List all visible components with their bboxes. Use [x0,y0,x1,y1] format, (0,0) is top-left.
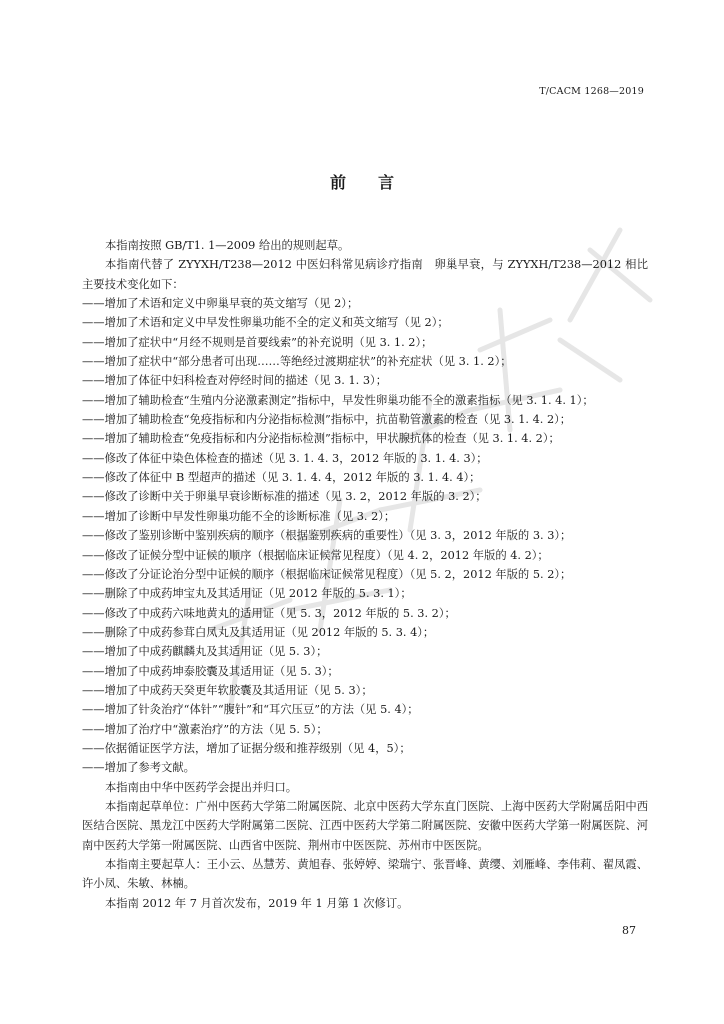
change-item: ——依据循证医学方法，增加了证据分级和推荐级别（见 4，5）； [82,741,411,755]
change-item: ——增加了症状中“部分患者可出现……等绝经过渡期症状”的补充症状（见 3. 1. 2）； [82,355,512,369]
change-item: ——修改了证候分型中证候的顺序（根据临床证候常见程度）（见 4. 2，2012 年版的 4. 2）； [82,548,549,562]
change-item: ——增加了中成药天癸更年软胶囊及其适用证（见 5. 3）； [82,683,373,697]
standard-code: T/CACM 1268—2019 [539,86,644,97]
change-item: ——增加了体征中妇科检查对停经时间的描述（见 3. 1. 3）； [82,374,387,388]
page-number: 87 [622,924,636,937]
outro-paragraph: 本指南由中华中医药学会提出并归口。 [105,780,298,794]
change-item: ——修改了分证论治分型中证候的顺序（根据临床证候常见程度）（见 5. 2，2012 年版的 5. 2）； [82,567,572,581]
outro-paragraph: 本指南 2012 年 7 月首次发布，2019 年 1 月第 1 次修订。 [105,896,409,910]
change-item: ——增加了中成药坤泰胶囊及其适用证（见 5. 3）； [82,664,339,678]
change-item: ——增加了诊断中早发性卵巢功能不全的诊断标准（见 3. 2）； [82,509,396,523]
outro-paragraph: 本指南主要起草人：王小云、丛慧芳、黄旭春、张婷婷、梁瑞宁、张晋峰、黄缨、刘雁峰、李伟莉、翟凤霞、许小凤、朱敏、林楠。 [82,858,648,891]
change-item: ——增加了治疗中“激素治疗”的方法（见 5. 5）； [82,722,328,736]
change-item: ——删除了中成药坤宝丸及其适用证（见 2012 年版的 5. 3. 1）； [82,587,412,601]
change-item: ——删除了中成药参茸白凤丸及其适用证（见 2012 年版的 5. 3. 4）； [82,625,435,639]
change-item: ——修改了诊断中关于卵巢早衰诊断标准的描述（见 3. 2，2012 年版的 3. 2）； [82,490,487,504]
change-item: ——增加了参考文献。 [82,761,195,775]
change-item: ——增加了针灸治疗“体针”“腹针”和“耳穴压豆”的方法（见 5. 4）； [82,703,419,717]
outro-paragraph: 本指南起草单位：广州中医药大学第二附属医院、北京中医药大学东直门医院、上海中医药大学附属岳阳中西医结合医院、黑龙江中医药大学附属第二医院、江西中医药大学第二附属医院、安徽中医药大学第一附属医院、河南中医药大学第一附属医院、山西省中医院、荆州市中医医院、苏州市中医医院。 [82,799,648,852]
change-item: ——增加了辅助检查“免疫指标和内分泌指标检测”指标中，甲状腺抗体的检查（见 3. 1. 4. 2）； [82,432,560,446]
change-item: ——增加了症状中“月经不规则是首要线索”的补充说明（见 3. 1. 2）； [82,335,433,349]
intro-paragraph: 本指南按照 GB/T1. 1—2009 给出的规则起草。 [105,239,350,252]
intro-paragraph: 本指南代替了 ZYYXH/T238—2012 中医妇科常见病诊疗指南 卵巢早衰，与 ZYYXH/T238—2012 相比主要技术变化如下： [82,258,648,291]
change-item: ——修改了体征中 B 型超声的描述（见 3. 1. 4. 4，2012 年版的 3. 1. 4. 4）； [82,471,481,485]
body-text [82,236,648,913]
change-item: ——修改了体征中染色体检查的描述（见 3. 1. 4. 3，2012 年版的 3. 1. 4. 3）； [82,451,488,465]
change-item: ——增加了辅助检查“生殖内分泌激素测定”指标中，早发性卵巢功能不全的激素指标（见 3. 1. 4. 1）； [82,393,594,407]
change-item: ——增加了术语和定义中卵巢早衰的英文缩写（见 2）； [82,297,359,311]
change-item: ——增加了辅助检查“免疫指标和内分泌指标检测”指标中，抗苗勒管激素的检查（见 3. 1. 4. 2）； [82,413,572,427]
change-item: ——修改了中成药六味地黄丸的适用证（见 5. 3，2012 年版的 5. 3. 2）； [82,606,456,620]
change-item: ——增加了术语和定义中早发性卵巢功能不全的定义和英文缩写（见 2）； [82,316,449,330]
page-title: 前 言 [329,173,394,192]
change-item: ——修改了鉴别诊断中鉴别疾病的顺序（根据鉴别疾病的重要性）（见 3. 3，2012 年版的 3. 3）； [82,529,572,543]
change-item: ——增加了中成药麒麟丸及其适用证（见 5. 3）； [82,645,328,659]
